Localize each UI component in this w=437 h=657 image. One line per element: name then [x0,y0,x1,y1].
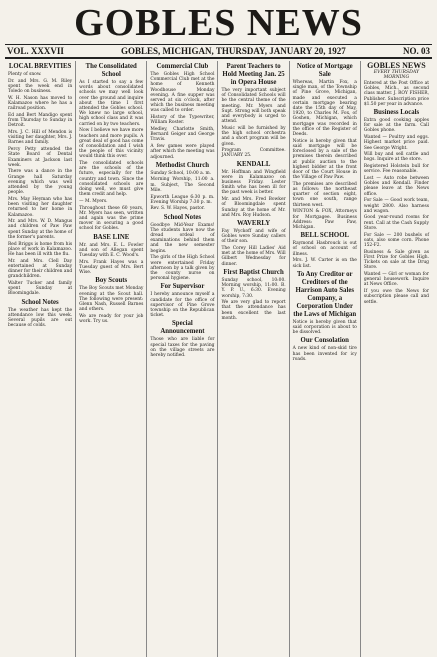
article-paragraph: Sunday school, 10:00. Morning worship, 11:00. B. Y. P. U., 6:30. Evening worship, 7:30. [221,277,286,299]
article-paragraph: Morning Worship, 11:00 a. m. Subject, The Second Mile. [150,177,215,193]
article-paragraph: W. H. Nason has moved to Kalamazoo where he has a railroad position. [8,95,73,112]
column-1 [5,61,76,657]
article-headline: WAVERLY [236,219,271,227]
column-6 [361,61,432,657]
article-paragraph: Mrs. May Heyman who has been visiting her daughter returned to her home in Kalamazoo. [8,196,73,218]
columns [5,61,432,657]
article-paragraph: The consolidated schools are the schools of the future, especially for the country and town. Since the consolidated schools are doing well, we must give them credit and help. [79,161,144,198]
article-paragraph: Mr. and Mrs. Clell Day entertained at Sunday dinner for their children and grandchildren. [8,258,73,280]
article-paragraph: Ed and Bert Mandigo spent from Thursday to Sunday in Detroit. [8,112,73,129]
masthead-box-text: EVERY THURSDAY MORNING [373,70,420,80]
article-headline: Boy Scouts [95,277,128,285]
article-headline: LOCAL BREVITIES [8,63,72,70]
article-paragraph: The very important subject of Consolidated Schools will be the central theme of the meeting. Mr. Myers and Supt. Strong will both speak and everybody is urged to attend. [221,88,286,125]
article-paragraph: There was a dance in the Grange hall Saturday evening which was well attended by the young people. [8,169,73,196]
column-4 [218,61,289,657]
article-paragraph: Goodbye Mid-Year Exams! The students have now the dread ordeal of examinations behind them and the new semester begins. [150,222,215,254]
article-headline: To Any Creditor or Creditors of the Harrison Auto Sales Company, a Corporation Under the Laws of Michigan [293,270,357,318]
article-paragraph: Mr. and Mrs. Fred Bowker of Bloomingdale spent Sunday at the home of Mr. and Mrs. Roy Hudson. [221,197,286,218]
article-paragraph: Notice is hereby given that said corporation is about to be dissolved. [292,319,357,336]
article-headline: The Consolidated School [85,63,137,78]
article-headline: Commercial Club [156,63,209,70]
article-paragraph: Throughout these 60 years, Mr. Myers has seen, written and again was the prime mover in securing a good school for Gobles. [79,205,144,232]
issue-number: NO. 03 [402,46,430,56]
article-paragraph: Plenty of snow. [8,72,42,77]
article-paragraph: Medley, Charlotte Smith, Bernard Geiger and George Travis. [150,127,215,143]
dateline [5,44,432,59]
article-paragraph: Mr. and Mrs. W. D. Mangus and children of Paw Paw spent Sunday at the home of the former's parents. [8,219,73,240]
article-paragraph: Entered at the Post Office at Gobles, Mich., as second class matter. J. ROY FISHER, Publisher. Subscription price $1.50 per year in advance. [363,81,429,107]
article-paragraph: Registered Holstein bull for service. Fee reasonable. [363,164,429,175]
article-paragraph: For Sale — 200 bushels of oats, also some corn. Phone 152-F2. [363,232,429,248]
article-paragraph: Mr. Hoffman and Wingfield were in Kalamazoo on business Friday. Lester Smith who has been ill for the past week is better. [221,169,286,196]
article-headline: Methodist Church [155,161,210,169]
article-paragraph: Mrs. J. C. Hill of Mendon is visiting her daughter, Mrs. J. Barnes and family. [8,130,73,146]
article-paragraph: We are very glad to report that the attendance has been excellent the last month. [221,300,286,321]
article-headline: First Baptist Church [223,268,284,276]
article-headline: Parent Teachers to Hold Meeting Jan. 25 in Opera House [222,63,285,86]
column-3 [147,61,218,657]
masthead: GOBLES NEWS [74,2,363,44]
article-headline: School Notes [21,298,59,306]
article-paragraph: A new kind of non-skid tire has been invented for icy roads. [292,346,357,362]
article-headline: BASE LINE [93,233,130,241]
article-paragraph: Percy Petty attended the State Board of Dental Examiners at Jackson last week. [8,147,73,168]
article-headline: For Supervisor [160,283,205,291]
article-headline: Special Announcement [160,320,205,336]
article-paragraph: As I started to say a few words about consolidated schools we may well look over the ground and inquire about the time I first attended the Gobles school. We knew no large school, high school class and it was carried on by two teachers. [79,80,144,127]
article-paragraph: The Gobles High School Commercial Club met at the home of Kenneth Woodhouse Monday evening. A fine supper was served at six o'clock, after which the business meeting was called to order. [150,72,215,114]
article-paragraph: Mrs. Frank Hayes was a Tuesday guest of Mrs. Bert Wise. [79,259,144,276]
column-2 [76,61,147,657]
article-headline: Business Locals [373,109,420,117]
article-paragraph: History of the Typewriter, William Roster. [150,115,215,126]
article-paragraph: Walter Tucker and family spent Sunday at Bloomingdale. [8,281,73,297]
article-paragraph: WINTON & FOX, Attorneys for Mortgagee. Business Address: Paw Paw, Michigan. [292,209,357,230]
article-paragraph: The Corey Hill Ladies' Aid met at the home of Mrs. Will Gilbert Wednesday for dinner. [221,246,286,267]
article-paragraph: We are ready for your job work. Try us. [79,313,144,325]
article-paragraph: Rev. S. W. Hayes, pastor. [150,206,205,212]
article-paragraph: Wanted — Girl or woman for general housework. Inquire at News Office. [363,272,429,288]
article-paragraph: Extra good cooking apples for sale at the farm. Call Gobles phone. [363,118,429,134]
article-paragraph: A few games were played after which the meeting was adjourned. [150,144,215,160]
article-headline: KENDALL [236,160,271,168]
article-paragraph: The Boy Scouts met Monday evening at the Scout hall. The following were present: Glenn Nash, Russell Barnes and others. [79,286,144,313]
article-paragraph: I hereby announce myself a candidate for the office of supervisor of Pine Grove township on the Republican ticket. [150,292,215,319]
article-paragraph: Business & Sale given as First Prize for Gobles High. Tickets on sale at the Drug Store. [363,249,429,271]
article-paragraph: Epworth League 6:30 p. m. Evening Worship 7:30 p. m. [150,194,215,205]
article-headline: Our Consolation [300,337,349,345]
article-paragraph: The premises are described as follows: the northeast quarter of section eight, town one south, range thirteen west. [292,181,357,208]
article-paragraph: The weather has kept the attendance low this week. Several pupils are out because of colds. [8,307,73,329]
article-paragraph: Dr. and Mrs. G. M. Riley spent the week end in Toledo on business. [8,78,73,95]
volume-label: VOL. XXXVII [7,46,64,56]
masthead-box-text: GOBLES NEWS [367,61,426,70]
column-5 [290,61,361,657]
article-paragraph: Lost — Auto robe between Gobles and Kendall. Finder please leave at the News office. [363,176,429,197]
article-paragraph: Will buy and sell cattle and hogs. Inquire at the store. [363,152,429,163]
article-headline: BELL SCHOOL [300,232,350,240]
article-paragraph: Program Committee. JANUARY 25. [221,148,286,159]
article-paragraph: Those who are liable for special taxes for the paving on the village streets are hereby notified. [150,337,215,359]
article-paragraph: Now I believe we have more teachers and more pupils. A great deal of good has come of consolidation and I wish the people of this vicinity would think this over. [79,128,144,160]
article-paragraph: The girls of the High School were entertained Friday afternoon by a talk given by the county nurse on personal hygiene. [150,255,215,282]
article-paragraph: Good year-round rooms for rent. Call at the Cash Supply Store. [363,215,429,231]
article-paragraph: Mr. and Mrs. E. L. Fowler and son of Allegan spent Tuesday with E. C. Wood's. [79,242,144,259]
article-paragraph: Raymond Hasbrouck is out of school on account of illness. [292,241,357,257]
article-paragraph: Red Briggs is home from his place of work in Kalamazoo. He has been ill with the flu. [8,241,73,257]
article-paragraph: For Sale — Good work team, weight 2800. Also harness and wagon. [363,198,429,214]
article-paragraph: If you owe the News for subscription please call and settle. [363,289,429,305]
article-paragraph: Whereas, Martin Fox, a single man, of the Township of Pine Grove, Michigan, made and executed a certain mortgage bearing date the 15th day of May, 1920, to Charles M. Fox, of Goshen, Michigan, which mortgage was recorded in the office of the Register of Deeds. [292,80,357,138]
article-paragraph: Notice is hereby given that said mortgage will be foreclosed by a sale of the premises therein described at public auction to the highest bidder at the front door of the Court House in the Village of Paw Paw. [292,138,357,181]
article-paragraph: — M. Myers. [79,198,108,204]
article-paragraph: Mrs. J. W. Carter is on the sick list. [292,258,357,269]
article-headline: Notice of Mortgage Sale [296,63,353,78]
article-paragraph: Wanted — Poultry and eggs. Highest market price paid. See George Wright. [363,135,429,151]
article-headline: School Notes [163,213,201,221]
article-paragraph: Fay Wyckoff and wife of Gobles were Sunday callers of their son. [221,228,286,245]
article-paragraph: Music will be furnished by the high school orchestra and a short program will be given. [221,125,286,147]
article-paragraph: Sunday School, 10:00 a. m. [150,170,212,176]
date-label: GOBLES, MICHIGAN, THURSDAY, JANUARY 20, 1927 [121,46,346,56]
